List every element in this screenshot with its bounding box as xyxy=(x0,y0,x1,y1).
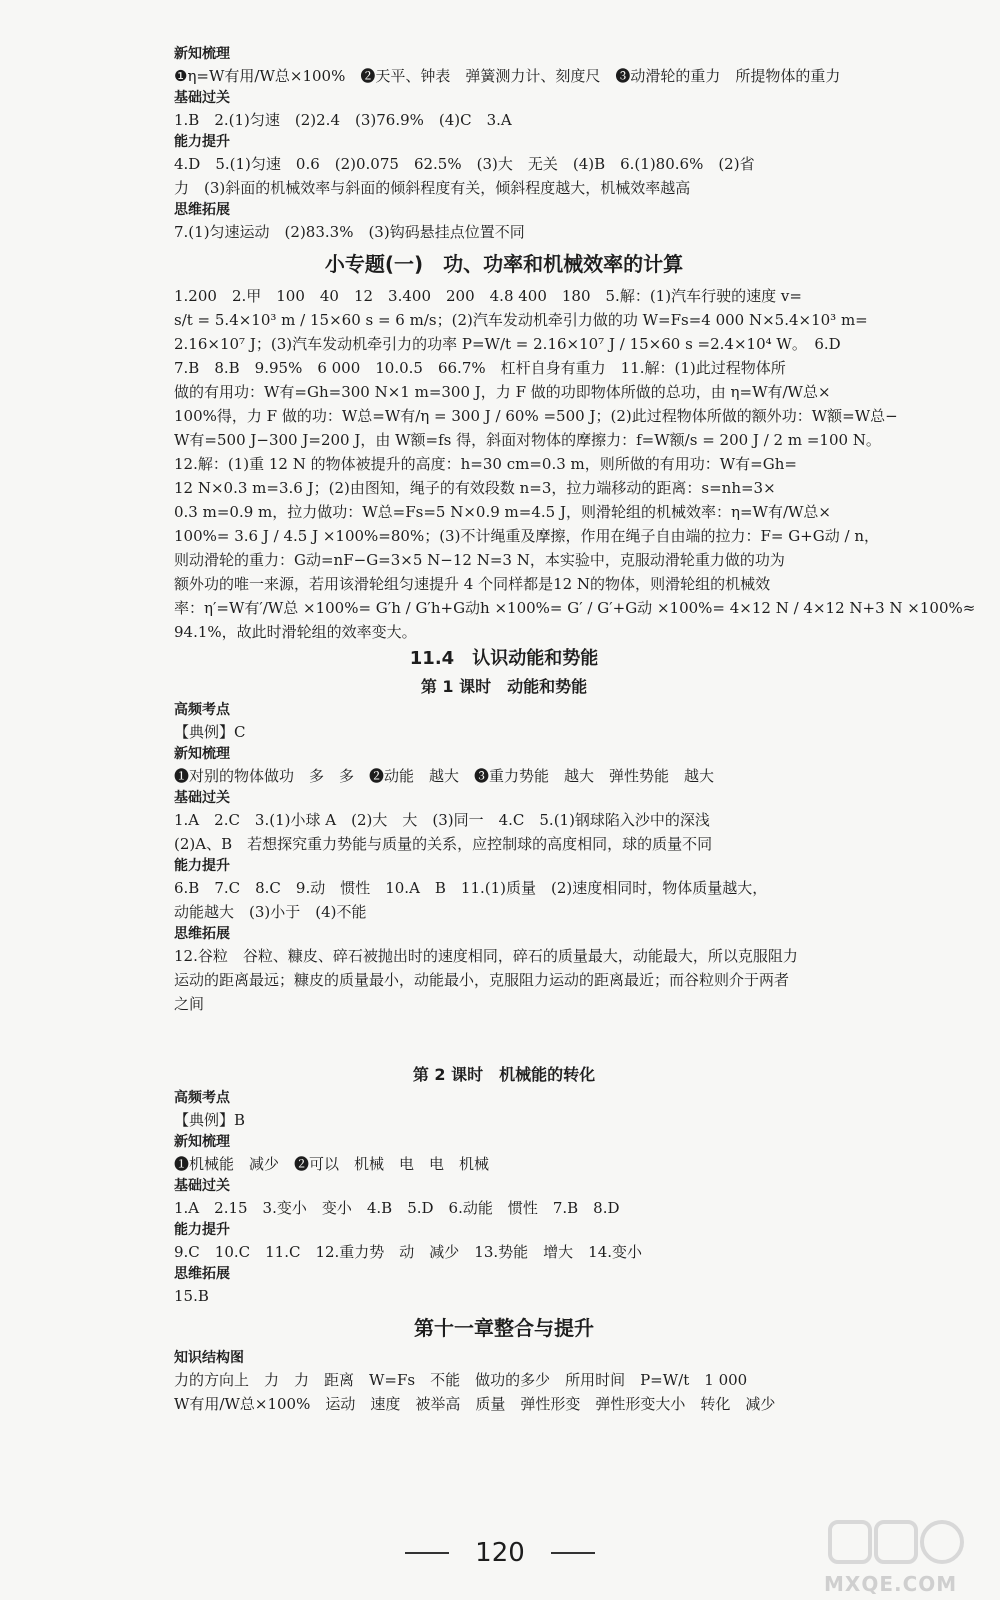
answer-line: 1.A 2.15 3.变小 变小 4.B 5.D 6.动能 惯性 7.B 8.D xyxy=(174,1199,620,1217)
answer-line: ❶机械能 减少 ❷可以 机械 电 电 机械 xyxy=(174,1155,490,1173)
section-heading: 高频考点 xyxy=(174,1090,230,1106)
answer-line: 7.B 8.B 9.95% 6 000 10.0.5 66.7% 杠杆自身有重力 11.解：(1)此过程物体所 xyxy=(174,359,786,377)
answer-line: ❶对别的物体做功 多 多 ❷动能 越大 ❸重力势能 越大 弹性势能 越大 xyxy=(174,767,715,785)
answer-line: 2.16×10⁷ J；(3)汽车发动机牵引力的功率 P=W/t = 2.16×10⁷ J / 15×60 s =2.4×10⁴ W。 6.D xyxy=(174,335,841,353)
answer-line: 1.A 2.C 3.(1)小球 A (2)大 大 (3)同一 4.C 5.(1)钢球陷入沙中的深浅 xyxy=(174,811,710,829)
answer-line: 15.B xyxy=(174,1287,209,1305)
answer-line: 则动滑轮的重力：G动=nF−G=3×5 N−12 N=3 N，本实验中，克服动滑轮重力做的功为 xyxy=(174,551,785,569)
topic-title: 第十一章整合与提升 xyxy=(414,1316,594,1340)
answer-content xyxy=(174,44,976,1416)
answer-line: 12.谷粒 谷粒、糠皮、碎石被抛出时的速度相同，碎石的质量最大，动能最大，所以克服阻力 xyxy=(174,947,798,965)
answer-line: 6.B 7.C 8.C 9.动 惯性 10.A B 11.(1)质量 (2)速度相同时，物体质量越大， xyxy=(174,879,768,897)
spacer xyxy=(174,1032,834,1046)
answer-line: 力的方向上 力 力 距离 W=Fs 不能 做功的多少 所用时间 P=W/t 1 000 xyxy=(174,1371,748,1389)
answer-line: 1.200 2.甲 100 40 12 3.400 200 4.8 400 180 5.解：(1)汽车行驶的速度 v= xyxy=(174,287,802,305)
section-heading: 新知梳理 xyxy=(174,1134,230,1150)
answer-line: 100%得，力 F 做的功：W总=W有/η = 300 J / 60% =500 J；(2)此过程物体所做的额外功：W额=W总− xyxy=(174,407,898,425)
lesson-title: 第 2 课时 机械能的转化 xyxy=(412,1065,596,1084)
answer-line: s/t = 5.4×10³ m / 15×60 s = 6 m/s；(2)汽车发动机牵引力做的功 W=Fs=4 000 N×5.4×10³ m= xyxy=(174,311,868,329)
section-heading: 基础过关 xyxy=(174,90,230,106)
watermark-text: MXQE.COM xyxy=(824,1572,958,1596)
section-heading: 知识结构图 xyxy=(174,1350,244,1366)
answer-line: 力 (3)斜面的机械效率与斜面的倾斜程度有关，倾斜程度越大，机械效率越高 xyxy=(174,179,691,197)
section-heading: 新知梳理 xyxy=(174,746,230,762)
answer-line: W有用/W总×100% 运动 速度 被举高 质量 弹性形变 弹性形变大小 转化 减少 xyxy=(174,1395,776,1413)
answer-line: 12.解：(1)重 12 N 的物体被提升的高度：h=30 cm=0.3 m，则所做的有用功：W有=Gh= xyxy=(174,455,797,473)
section-heading: 能力提升 xyxy=(174,1222,230,1238)
answer-line: 1.B 2.(1)匀速 (2)2.4 (3)76.9% (4)C 3.A xyxy=(174,111,512,129)
answer-line: 0.3 m=0.9 m，拉力做功：W总=Fs=5 N×0.9 m=4.5 J，则滑轮组的机械效率：η=W有/W总× xyxy=(174,503,831,521)
answer-line: 【典例】B xyxy=(174,1111,246,1129)
topic-title: 小专题(一) 功、功率和机械效率的计算 xyxy=(324,252,684,276)
section-heading: 基础过关 xyxy=(174,790,230,806)
section-heading: 思维拓展 xyxy=(174,202,230,218)
section-heading: 高频考点 xyxy=(174,702,230,718)
left-dash xyxy=(405,1552,449,1554)
answer-line: 额外功的唯一来源，若用该滑轮组匀速提升 4 个同样都是12 N的物体，则滑轮组的机械效 xyxy=(174,575,771,593)
right-dash xyxy=(551,1552,595,1554)
answer-line: 率：η′=W有′/W总 ×100%= G′h / G′h+G动h ×100%= G′ / G′+G动 ×100%= 4×12 N / 4×12 N+3 N ×100%≈ xyxy=(174,599,976,617)
lesson-title: 第 1 课时 动能和势能 xyxy=(420,677,588,696)
section-heading: 思维拓展 xyxy=(174,1266,230,1282)
answer-line: 做的有用功：W有=Gh=300 N×1 m=300 J，力 F 做的功即物体所做的总功，由 η=W有/W总× xyxy=(174,383,831,401)
page-number-text: 120 xyxy=(475,1537,525,1568)
answer-line: 9.C 10.C 11.C 12.重力势 动 减少 13.势能 增大 14.变小 xyxy=(174,1243,643,1261)
answer-line: 12 N×0.3 m=3.6 J；(2)由图知，绳子的有效段数 n=3，拉力端移动的距离：s=nh=3× xyxy=(174,479,776,497)
answer-line: 94.1%，故此时滑轮组的效率变大。 xyxy=(174,623,417,641)
section-title: 11.4 认识动能和势能 xyxy=(409,648,599,669)
answer-line: W有=500 J−300 J=200 J，由 W额=fs 得，斜面对物体的摩擦力：f=W额/s = 200 J / 2 m =100 N。 xyxy=(174,431,881,449)
answer-line: 动能越大 (3)小于 (4)不能 xyxy=(174,903,367,921)
answer-line: 【典例】C xyxy=(174,723,246,741)
answer-line: 4.D 5.(1)匀速 0.6 (2)0.075 62.5% (3)大 无关 (4)B 6.(1)80.6% (2)省 xyxy=(174,155,755,173)
section-heading: 思维拓展 xyxy=(174,926,230,942)
section-heading: 新知梳理 xyxy=(174,46,230,62)
answer-line: 之间 xyxy=(174,995,205,1013)
section-heading: 能力提升 xyxy=(174,858,230,874)
section-heading: 基础过关 xyxy=(174,1178,230,1194)
section-heading: 能力提升 xyxy=(174,134,230,150)
answer-line: 运动的距离最远；糠皮的质量最小，动能最小，克服阻力运动的距离最近；而谷粒则介于两者 xyxy=(174,971,790,989)
answer-line: ❶η=W有用/W总×100% ❷天平、钟表 弹簧测力计、刻度尺 ❸动滑轮的重力 所提物体的重力 xyxy=(174,67,841,85)
answer-line: 7.(1)匀速运动 (2)83.3% (3)钩码悬挂点位置不同 xyxy=(174,223,525,241)
answer-line: (2)A、B 若想探究重力势能与质量的关系，应控制球的高度相同，球的质量不同 xyxy=(174,835,713,853)
answer-line: 100%= 3.6 J / 4.5 J ×100%=80%；(3)不计绳重及摩擦，作用在绳子自由端的拉力：F= G+G动 / n， xyxy=(174,527,879,545)
